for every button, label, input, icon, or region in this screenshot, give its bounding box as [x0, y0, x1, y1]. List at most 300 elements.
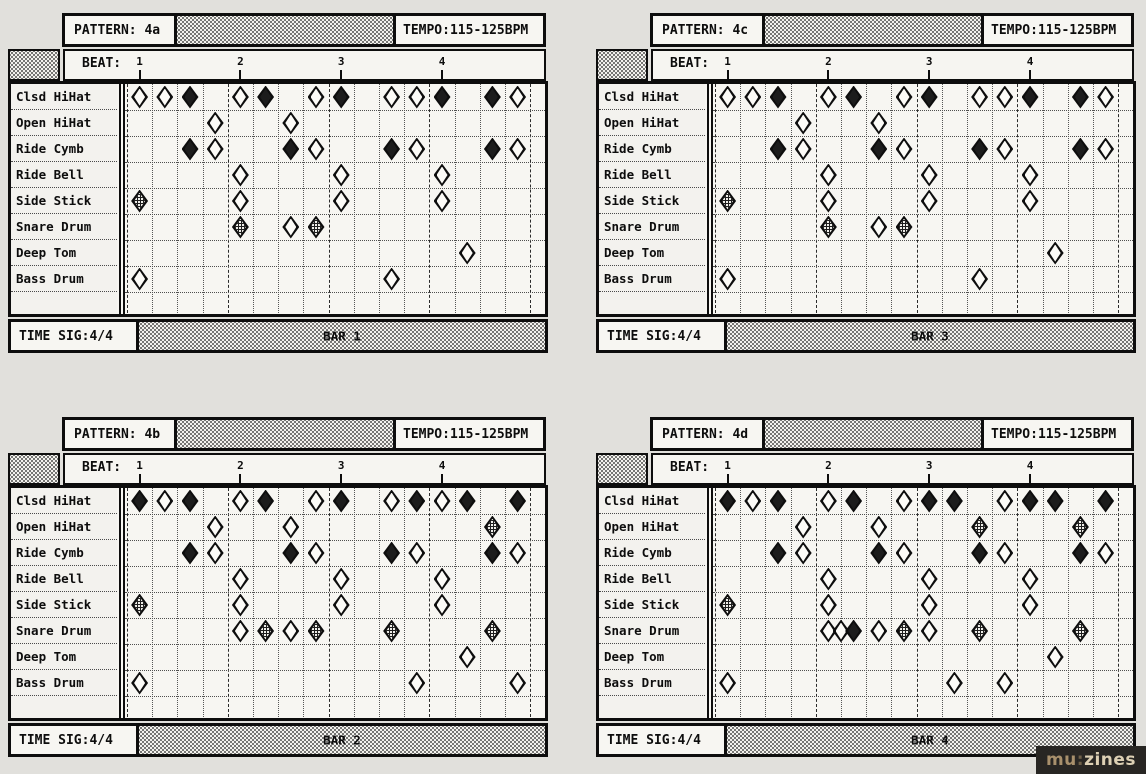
instrument-label: Clsd HiHat	[599, 488, 705, 514]
beat-row	[8, 49, 548, 81]
panel-header	[650, 13, 1134, 47]
instrument-label: Clsd HiHat	[599, 84, 705, 110]
hit-diamond-open	[207, 542, 224, 565]
grid-line-vertical	[455, 488, 456, 717]
hit-diamond-open	[971, 268, 988, 291]
hit-diamond-filled	[1022, 490, 1039, 513]
grid-line-horizontal	[125, 266, 545, 267]
hit-diamond-open	[921, 190, 938, 213]
hit-diamond-open	[156, 86, 173, 109]
beat-number: 4	[438, 459, 446, 472]
hit-diamond-open	[131, 86, 148, 109]
beat-row	[596, 49, 1136, 81]
hit-diamond-open	[1022, 568, 1039, 591]
grid-line-vertical	[480, 488, 481, 717]
instrument-label: Snare Drum	[599, 618, 705, 644]
grid-line-vertical	[791, 488, 792, 717]
hit-diamond-filled	[333, 86, 350, 109]
grid-line-vertical	[303, 488, 304, 717]
tempo-label: TEMPO:115-125BPM	[981, 420, 1131, 448]
grid-line-vertical	[740, 488, 741, 717]
pattern-panel-4a	[8, 13, 548, 353]
hit-diamond-hatched	[308, 620, 325, 643]
grid-line-vertical	[917, 84, 918, 313]
grid-line-horizontal	[713, 670, 1133, 671]
hit-diamond-open	[820, 568, 837, 591]
hit-diamond-filled	[1097, 490, 1114, 513]
hit-diamond-filled	[719, 490, 736, 513]
beat-number: 2	[825, 55, 832, 68]
grid-line-vertical	[203, 488, 204, 717]
hit-diamond-filled	[1072, 86, 1089, 109]
instrument-label: Ride Bell	[599, 162, 705, 188]
pattern-panel-4d	[596, 417, 1136, 757]
hit-diamond-hatched	[896, 620, 913, 643]
step-grid	[119, 488, 545, 718]
grid-line-horizontal	[713, 110, 1133, 111]
grid-line-horizontal	[713, 214, 1133, 215]
hit-diamond-hatched	[1072, 516, 1089, 539]
instrument-labels	[11, 84, 117, 314]
hit-diamond-filled	[770, 542, 787, 565]
tempo-label: TEMPO:115-125BPM	[393, 16, 543, 44]
hit-diamond-open	[1047, 646, 1064, 669]
grid-line-vertical	[253, 84, 254, 313]
beat-number: 3	[925, 55, 933, 68]
grid-line-vertical	[228, 488, 229, 717]
beat-strip	[63, 453, 546, 485]
beat-tick	[1029, 474, 1031, 483]
grid-line-vertical	[866, 84, 867, 313]
beat-tick	[340, 474, 342, 483]
grid-line-vertical	[329, 84, 330, 313]
hit-diamond-filled	[845, 490, 862, 513]
hit-diamond-hatched	[971, 620, 988, 643]
label-filler	[11, 292, 117, 313]
label-filler	[11, 696, 117, 717]
hit-diamond-open	[509, 86, 526, 109]
hit-diamond-filled	[971, 138, 988, 161]
corner-box	[8, 453, 60, 485]
beat-tick	[1029, 70, 1031, 79]
pattern-grid-block	[8, 81, 548, 317]
hit-diamond-open	[820, 86, 837, 109]
hit-diamond-open	[896, 490, 913, 513]
hit-diamond-filled	[921, 490, 938, 513]
beat-number: 4	[1026, 55, 1034, 68]
hit-diamond-open	[1022, 594, 1039, 617]
grid-line-horizontal	[713, 292, 1133, 293]
hit-diamond-open	[896, 86, 913, 109]
hit-diamond-open	[509, 672, 526, 695]
hit-diamond-hatched	[257, 620, 274, 643]
hit-diamond-open	[282, 620, 299, 643]
hit-diamond-open	[308, 490, 325, 513]
hit-diamond-open	[333, 568, 350, 591]
beat-number: 1	[136, 459, 143, 472]
grid-line-horizontal	[125, 618, 545, 619]
instrument-label: Deep Tom	[11, 240, 117, 266]
instrument-label: Ride Cymb	[599, 540, 705, 566]
beat-tick	[239, 474, 241, 483]
hit-diamond-open	[996, 138, 1013, 161]
grid-line-horizontal	[125, 670, 545, 671]
grid-line-vertical	[354, 488, 355, 717]
grid-line-vertical	[715, 488, 716, 717]
hit-diamond-filled	[459, 490, 476, 513]
hit-diamond-filled	[770, 138, 787, 161]
grid-line-vertical	[505, 84, 506, 313]
grid-line-vertical	[429, 84, 430, 313]
pattern-panel-4b	[8, 417, 548, 757]
grid-line-vertical	[1118, 488, 1119, 717]
beat-tick	[827, 474, 829, 483]
grid-line-vertical	[530, 488, 531, 717]
hit-diamond-open	[282, 516, 299, 539]
grid-line-vertical	[253, 488, 254, 717]
tempo-label: TEMPO:115-125BPM	[981, 16, 1131, 44]
hit-diamond-hatched	[896, 216, 913, 239]
beat-strip	[63, 49, 546, 81]
hit-diamond-open	[1097, 86, 1114, 109]
hit-diamond-filled	[921, 86, 938, 109]
grid-line-vertical	[791, 84, 792, 313]
corner-box	[596, 49, 648, 81]
beat-number: 3	[337, 55, 345, 68]
hit-diamond-filled	[131, 490, 148, 513]
grid-line-vertical	[967, 84, 968, 313]
hit-diamond-open	[971, 86, 988, 109]
hit-diamond-open	[921, 620, 938, 643]
hit-diamond-open	[896, 138, 913, 161]
hit-diamond-open	[232, 490, 249, 513]
hit-diamond-filled	[845, 620, 862, 643]
instrument-label: Ride Bell	[11, 566, 117, 592]
grid-line-horizontal	[125, 240, 545, 241]
step-grid	[707, 84, 1133, 314]
grid-line-vertical	[152, 488, 153, 717]
beat-tick	[239, 70, 241, 79]
panel-header	[62, 13, 546, 47]
hit-diamond-open	[434, 568, 451, 591]
beat-tick	[139, 474, 141, 483]
pattern-label: PATTERN: 4d	[653, 420, 765, 448]
hit-diamond-filled	[870, 542, 887, 565]
instrument-label: Bass Drum	[599, 670, 705, 696]
corner-box	[8, 49, 60, 81]
hit-diamond-open	[870, 516, 887, 539]
hit-diamond-open	[459, 646, 476, 669]
instrument-label: Open HiHat	[599, 514, 705, 540]
grid-line-vertical	[891, 84, 892, 313]
hit-diamond-hatched	[131, 190, 148, 213]
grid-line-vertical	[765, 84, 766, 313]
grid-line-vertical	[816, 84, 817, 313]
grid-line-vertical	[1068, 84, 1069, 313]
bar-strip	[727, 322, 1133, 350]
hit-diamond-open	[719, 86, 736, 109]
panel-header	[62, 417, 546, 451]
grid-line-horizontal	[125, 292, 545, 293]
beat-number: 3	[337, 459, 345, 472]
hit-diamond-open	[1097, 542, 1114, 565]
grid-line-vertical	[992, 84, 993, 313]
grid-line-vertical	[303, 84, 304, 313]
label-filler	[599, 696, 705, 717]
hit-diamond-open	[333, 164, 350, 187]
hit-diamond-filled	[383, 138, 400, 161]
hit-diamond-filled	[282, 542, 299, 565]
hit-diamond-filled	[182, 86, 199, 109]
step-grid	[119, 84, 545, 314]
grid-line-vertical	[278, 488, 279, 717]
pattern-label: PATTERN: 4a	[65, 16, 177, 44]
panel-footer	[8, 723, 548, 757]
hit-diamond-open	[383, 86, 400, 109]
hit-diamond-filled	[484, 138, 501, 161]
beat-label: BEAT:	[82, 56, 122, 71]
beat-tick	[340, 70, 342, 79]
grid-line-vertical	[203, 84, 204, 313]
instrument-label: Snare Drum	[11, 214, 117, 240]
grid-line-vertical	[1017, 84, 1018, 313]
hit-diamond-open	[1022, 190, 1039, 213]
hit-diamond-open	[459, 242, 476, 265]
hit-diamond-open	[921, 594, 938, 617]
beat-number: 1	[724, 55, 731, 68]
hit-diamond-filled	[770, 86, 787, 109]
grid-line-vertical	[177, 488, 178, 717]
hit-diamond-open	[870, 620, 887, 643]
hit-diamond-hatched	[820, 216, 837, 239]
beat-label: BEAT:	[670, 460, 710, 475]
instrument-label: Open HiHat	[599, 110, 705, 136]
header-spacer	[177, 16, 393, 44]
hit-diamond-open	[744, 490, 761, 513]
time-sig-label: TIME SIG:4/4	[599, 726, 727, 754]
hit-diamond-open	[207, 138, 224, 161]
hit-diamond-filled	[182, 542, 199, 565]
grid-line-vertical	[228, 84, 229, 313]
beat-tick	[928, 474, 930, 483]
grid-line-vertical	[992, 488, 993, 717]
hit-diamond-hatched	[484, 620, 501, 643]
hit-diamond-open	[333, 190, 350, 213]
grid-line-vertical	[891, 488, 892, 717]
hit-diamond-open	[896, 542, 913, 565]
grid-line-vertical	[1043, 488, 1044, 717]
hit-diamond-hatched	[383, 620, 400, 643]
instrument-label: Side Stick	[599, 188, 705, 214]
hit-diamond-open	[232, 568, 249, 591]
pattern-label: PATTERN: 4c	[653, 16, 765, 44]
hit-diamond-filled	[1047, 490, 1064, 513]
hit-diamond-hatched	[719, 594, 736, 617]
header-spacer	[177, 420, 393, 448]
instrument-label: Clsd HiHat	[11, 84, 117, 110]
hit-diamond-filled	[434, 86, 451, 109]
grid-line-vertical	[1068, 488, 1069, 717]
hit-diamond-open	[232, 86, 249, 109]
hit-diamond-open	[408, 542, 425, 565]
hit-diamond-open	[408, 138, 425, 161]
bar-label: BAR 1	[323, 328, 361, 344]
watermark-colon: :	[1076, 750, 1085, 770]
hit-diamond-open	[333, 594, 350, 617]
beat-tick	[727, 474, 729, 483]
bar-label: BAR 2	[323, 732, 361, 748]
beat-number: 2	[237, 55, 244, 68]
instrument-label: Open HiHat	[11, 514, 117, 540]
hit-diamond-open	[408, 86, 425, 109]
hit-diamond-open	[719, 268, 736, 291]
hit-diamond-open	[383, 268, 400, 291]
grid-line-horizontal	[125, 110, 545, 111]
beat-tick	[827, 70, 829, 79]
beat-label: BEAT:	[670, 56, 710, 71]
hit-diamond-open	[232, 594, 249, 617]
hit-diamond-open	[434, 164, 451, 187]
instrument-labels	[599, 84, 705, 314]
label-filler	[599, 292, 705, 313]
hit-diamond-hatched	[719, 190, 736, 213]
hit-diamond-hatched	[1072, 620, 1089, 643]
hit-diamond-open	[870, 216, 887, 239]
bar-strip	[139, 726, 545, 754]
grid-line-horizontal	[125, 214, 545, 215]
hit-diamond-open	[156, 490, 173, 513]
grid-line-vertical	[429, 488, 430, 717]
bar-label: BAR 4	[911, 732, 949, 748]
beat-tick	[441, 474, 443, 483]
hit-diamond-hatched	[484, 516, 501, 539]
grid-line-vertical	[917, 488, 918, 717]
hit-diamond-filled	[1072, 542, 1089, 565]
grid-line-vertical	[455, 84, 456, 313]
panel-footer	[8, 319, 548, 353]
beat-row	[8, 453, 548, 485]
grid-line-vertical	[404, 84, 405, 313]
beat-strip	[651, 453, 1134, 485]
hit-diamond-open	[131, 672, 148, 695]
grid-line-vertical	[841, 84, 842, 313]
hit-diamond-filled	[282, 138, 299, 161]
hit-diamond-open	[870, 112, 887, 135]
beat-number: 2	[237, 459, 244, 472]
hit-diamond-open	[308, 542, 325, 565]
beat-number: 1	[724, 459, 731, 472]
instrument-label: Deep Tom	[599, 644, 705, 670]
hit-diamond-open	[1022, 164, 1039, 187]
grid-line-horizontal	[713, 266, 1133, 267]
grid-line-vertical	[1017, 488, 1018, 717]
grid-line-vertical	[329, 488, 330, 717]
muzines-watermark	[1036, 746, 1146, 774]
grid-line-vertical	[404, 488, 405, 717]
instrument-label: Ride Cymb	[11, 136, 117, 162]
beat-number: 2	[825, 459, 832, 472]
instrument-label: Ride Cymb	[599, 136, 705, 162]
grid-line-vertical	[127, 488, 128, 717]
hit-diamond-open	[207, 516, 224, 539]
tempo-label: TEMPO:115-125BPM	[393, 420, 543, 448]
hit-diamond-filled	[971, 542, 988, 565]
hit-diamond-open	[434, 594, 451, 617]
hit-diamond-open	[434, 490, 451, 513]
panel-footer	[596, 319, 1136, 353]
beat-label: BEAT:	[82, 460, 122, 475]
hit-diamond-open	[408, 672, 425, 695]
grid-line-vertical	[278, 84, 279, 313]
hit-diamond-filled	[333, 490, 350, 513]
hit-diamond-hatched	[308, 216, 325, 239]
grid-line-vertical	[1118, 84, 1119, 313]
hit-diamond-open	[282, 112, 299, 135]
hit-diamond-open	[131, 268, 148, 291]
hit-diamond-hatched	[232, 216, 249, 239]
grid-line-vertical	[816, 488, 817, 717]
beat-tick	[727, 70, 729, 79]
hit-diamond-filled	[484, 86, 501, 109]
grid-line-horizontal	[713, 240, 1133, 241]
instrument-label: Snare Drum	[11, 618, 117, 644]
grid-line-horizontal	[713, 644, 1133, 645]
bar-label: BAR 3	[911, 328, 949, 344]
grid-line-vertical	[740, 84, 741, 313]
hit-diamond-open	[820, 594, 837, 617]
hit-diamond-open	[509, 138, 526, 161]
hit-diamond-open	[308, 138, 325, 161]
hit-diamond-open	[1047, 242, 1064, 265]
grid-line-vertical	[942, 488, 943, 717]
hit-diamond-filled	[870, 138, 887, 161]
hit-diamond-open	[996, 542, 1013, 565]
grid-line-vertical	[480, 84, 481, 313]
grid-line-vertical	[1093, 488, 1094, 717]
grid-line-horizontal	[125, 514, 545, 515]
grid-line-vertical	[1043, 84, 1044, 313]
hit-diamond-open	[795, 542, 812, 565]
watermark-mu: mu	[1045, 750, 1077, 770]
hit-diamond-filled	[257, 490, 274, 513]
grid-line-vertical	[1093, 84, 1094, 313]
instrument-label: Bass Drum	[11, 266, 117, 292]
time-sig-label: TIME SIG:4/4	[11, 322, 139, 350]
hit-diamond-filled	[509, 490, 526, 513]
grid-line-horizontal	[713, 514, 1133, 515]
instrument-label: Deep Tom	[599, 240, 705, 266]
grid-line-vertical	[866, 488, 867, 717]
instrument-label: Bass Drum	[11, 670, 117, 696]
pattern-grid-block	[596, 485, 1136, 721]
grid-line-vertical	[530, 84, 531, 313]
hit-diamond-open	[996, 672, 1013, 695]
beat-tick	[441, 70, 443, 79]
grid-line-vertical	[379, 84, 380, 313]
corner-box	[596, 453, 648, 485]
header-spacer	[765, 420, 981, 448]
hit-diamond-open	[1097, 138, 1114, 161]
instrument-labels	[11, 488, 117, 718]
hit-diamond-open	[383, 490, 400, 513]
hit-diamond-open	[996, 490, 1013, 513]
hit-diamond-open	[820, 190, 837, 213]
grid-line-vertical	[354, 84, 355, 313]
pattern-panel-4c	[596, 13, 1136, 353]
hit-diamond-open	[207, 112, 224, 135]
instrument-label: Side Stick	[11, 188, 117, 214]
grid-line-vertical	[177, 84, 178, 313]
